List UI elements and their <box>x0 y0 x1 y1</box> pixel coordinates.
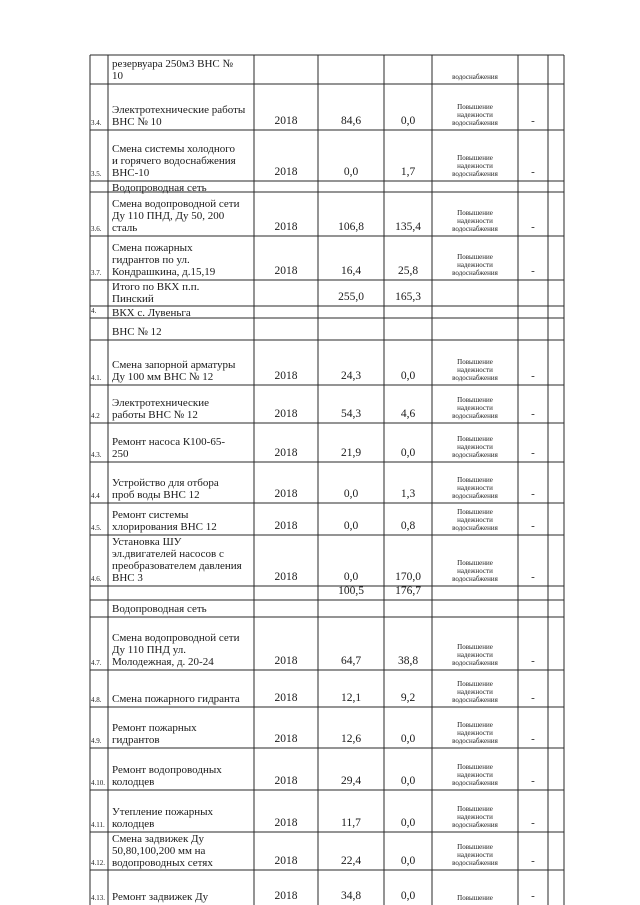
value-2019: 1,7 <box>400 166 416 178</box>
value-2019: 135,4 <box>395 221 421 233</box>
purpose-note: Повышение надежности водоснабжения <box>452 508 498 532</box>
work-name: Устройство для отбора проб воды ВНС 12 <box>112 477 219 501</box>
value-2018: 22,4 <box>340 855 362 867</box>
table-row <box>0 462 640 503</box>
table-row <box>0 748 640 790</box>
row-number: 4.8. <box>91 696 102 704</box>
dash-mark: - <box>531 817 535 829</box>
value-2019: 176,7 <box>395 585 421 597</box>
dash-mark: - <box>531 265 535 277</box>
dash-mark: - <box>531 488 535 500</box>
value-2018: 12,6 <box>340 733 362 745</box>
row-number: 4.7. <box>91 659 102 667</box>
work-name: Ремонт водопроводных колодцев <box>112 764 222 788</box>
purpose-note: Повышение надежности водоснабжения <box>452 253 498 277</box>
value-2018: 16,4 <box>340 265 362 277</box>
value-2019: 25,8 <box>397 265 419 277</box>
year: 2018 <box>274 370 298 382</box>
dash-mark: - <box>531 655 535 667</box>
row-number: 4.9. <box>91 737 102 745</box>
row-number: 3.6. <box>91 225 102 233</box>
value-2018: 106,8 <box>338 221 364 233</box>
table-row <box>0 600 640 617</box>
work-name: Ремонт системы хлорирования ВНС 12 <box>112 509 217 533</box>
table-row <box>0 236 640 280</box>
year: 2018 <box>274 447 298 459</box>
value-2018: 12,1 <box>340 692 362 704</box>
row-number: 3.5. <box>91 170 102 178</box>
value-2018: 21,9 <box>340 447 362 459</box>
row-number: 4.1. <box>91 374 102 382</box>
value-2018: 11,7 <box>341 817 361 829</box>
work-name: Смена системы холодного и горячего водоснабжения ВНС-10 <box>112 143 236 179</box>
dash-mark: - <box>531 370 535 382</box>
value-2019: 4,6 <box>400 408 416 420</box>
table-row <box>0 790 640 832</box>
dash-mark: - <box>531 447 535 459</box>
dash-mark: - <box>531 692 535 704</box>
table-row <box>0 55 640 84</box>
dash-mark: - <box>531 775 535 787</box>
value-2018: 0,0 <box>343 488 359 500</box>
purpose-note: Повышение надежности водоснабжения <box>452 721 498 745</box>
table-row <box>0 130 640 181</box>
value-2019: 9,2 <box>400 692 416 704</box>
work-name: резервуара 250м3 ВНС № 10 <box>112 58 234 82</box>
value-2019: 0,0 <box>400 817 416 829</box>
value-2019: 0,0 <box>400 775 416 787</box>
table-row <box>0 423 640 462</box>
value-2018: 24,3 <box>340 370 362 382</box>
value-2019: 0,0 <box>400 890 416 902</box>
value-2018: 29,4 <box>340 775 362 787</box>
purpose-note: Повышение <box>457 894 493 902</box>
year: 2018 <box>274 855 298 867</box>
row-number: 4.13. <box>91 894 105 902</box>
work-name: ВНС № 12 <box>112 326 162 338</box>
table-row <box>0 617 640 670</box>
row-number: 4.3. <box>91 451 102 459</box>
value-2019: 0,0 <box>400 370 416 382</box>
table-row <box>0 707 640 748</box>
work-name: Электротехнические работы ВНС № 12 <box>112 397 209 421</box>
work-name: Итого по ВКХ п.п. Пинский <box>112 281 200 305</box>
work-name: Ремонт насоса К100-65- 250 <box>112 436 225 460</box>
year: 2018 <box>274 733 298 745</box>
work-name: Водопроводная сеть <box>112 603 207 615</box>
table-row <box>0 670 640 707</box>
purpose-note: Повышение надежности водоснабжения <box>452 805 498 829</box>
year: 2018 <box>274 488 298 500</box>
work-name: Электротехнические работы ВНС № 10 <box>112 104 246 128</box>
year: 2018 <box>274 166 298 178</box>
year: 2018 <box>274 520 298 532</box>
table-row <box>0 503 640 535</box>
table-row <box>0 181 640 192</box>
value-2019: 0,0 <box>400 733 416 745</box>
year: 2018 <box>274 890 298 902</box>
purpose-note: Повышение надежности водоснабжения <box>452 843 498 867</box>
table-row <box>0 306 640 318</box>
value-2019: 165,3 <box>395 291 421 303</box>
table-row <box>0 535 640 586</box>
purpose-note: Повышение надежности водоснабжения <box>452 154 498 178</box>
work-name: Ремонт задвижек Ду <box>112 891 209 903</box>
value-2018: 34,8 <box>340 890 362 902</box>
row-number: 4.12. <box>91 859 105 867</box>
value-2018: 0,0 <box>343 520 359 532</box>
work-name: ВКХ с. Лувеньга <box>112 307 191 319</box>
dash-mark: - <box>531 221 535 233</box>
year: 2018 <box>274 115 298 127</box>
work-name: Смена запорной арматуры Ду 100 мм ВНС № 12 <box>112 359 236 383</box>
row-number: 4.10. <box>91 779 105 787</box>
row-number: 4.5. <box>91 524 102 532</box>
year: 2018 <box>274 571 298 583</box>
work-name: Смена водопроводной сети Ду 110 ПНД ул. Молодежная, д. 20-24 <box>112 632 240 668</box>
year: 2018 <box>274 408 298 420</box>
value-2018: 0,0 <box>343 166 359 178</box>
work-name: Смена задвижек Ду 50,80,100,200 мм на водопроводных сетях <box>112 833 213 869</box>
purpose-note: Повышение надежности водоснабжения <box>452 643 498 667</box>
dash-mark: - <box>531 890 535 902</box>
table-row <box>0 340 640 385</box>
table-row <box>0 84 640 130</box>
year: 2018 <box>274 692 298 704</box>
year: 2018 <box>274 221 298 233</box>
purpose-note: Повышение надежности водоснабжения <box>452 680 498 704</box>
table-row <box>0 318 640 340</box>
table-row <box>0 192 640 236</box>
table-row <box>0 870 640 905</box>
row-number: 3.4. <box>91 119 102 127</box>
purpose-note: Повышение надежности водоснабжения <box>452 763 498 787</box>
purpose-note: водоснабжения <box>452 73 498 81</box>
dash-mark: - <box>531 408 535 420</box>
row-number: 4.4 <box>91 492 100 500</box>
row-number: 4.6. <box>91 575 102 583</box>
value-2018: 0,0 <box>343 571 359 583</box>
value-2018: 255,0 <box>338 291 364 303</box>
table-row <box>0 832 640 870</box>
value-2019: 0,0 <box>400 115 416 127</box>
dash-mark: - <box>531 733 535 745</box>
purpose-note: Повышение надежности водоснабжения <box>452 103 498 127</box>
value-2019: 0,0 <box>400 855 416 867</box>
value-2019: 0,0 <box>400 447 416 459</box>
table-row <box>0 385 640 423</box>
dash-mark: - <box>531 855 535 867</box>
row-number: 4. <box>91 307 97 315</box>
year: 2018 <box>274 265 298 277</box>
purpose-note: Повышение надежности водоснабжения <box>452 209 498 233</box>
purpose-note: Повышение надежности водоснабжения <box>452 476 498 500</box>
value-2019: 38,8 <box>397 655 419 667</box>
value-2019: 1,3 <box>400 488 416 500</box>
table-row <box>0 586 640 600</box>
value-2018: 84,6 <box>340 115 362 127</box>
table-row <box>0 280 640 306</box>
work-name: Смена водопроводной сети Ду 110 ПНД, Ду 50, 200 сталь <box>112 198 240 234</box>
year: 2018 <box>274 655 298 667</box>
work-name: Ремонт пожарных гидрантов <box>112 722 197 746</box>
work-name: Водопроводная сеть <box>112 182 207 194</box>
dash-mark: - <box>531 520 535 532</box>
dash-mark: - <box>531 166 535 178</box>
work-name: Утепление пожарных колодцев <box>112 806 214 830</box>
value-2018: 64,7 <box>340 655 362 667</box>
year: 2018 <box>274 775 298 787</box>
work-name: Смена пожарных гидрантов по ул. Кондрашкина, д.15,19 <box>112 242 216 278</box>
row-number: 4.11. <box>91 821 105 829</box>
value-2019: 170,0 <box>395 571 421 583</box>
purpose-note: Повышение надежности водоснабжения <box>452 559 498 583</box>
dash-mark: - <box>531 571 535 583</box>
purpose-note: Повышение надежности водоснабжения <box>452 358 498 382</box>
row-number: 3.7. <box>91 269 102 277</box>
purpose-note: Повышение надежности водоснабжения <box>452 435 498 459</box>
value-2018: 54,3 <box>340 408 362 420</box>
year: 2018 <box>274 817 298 829</box>
purpose-note: Повышение надежности водоснабжения <box>452 396 498 420</box>
work-name: Смена пожарного гидранта <box>112 693 240 705</box>
value-2019: 0,8 <box>400 520 416 532</box>
row-number: 4.2 <box>91 412 100 420</box>
value-2018: 100,5 <box>338 585 364 597</box>
dash-mark: - <box>531 115 535 127</box>
work-name: Установка ШУ эл.двигателей насосов с преобразователем давления ВНС 3 <box>112 536 242 584</box>
